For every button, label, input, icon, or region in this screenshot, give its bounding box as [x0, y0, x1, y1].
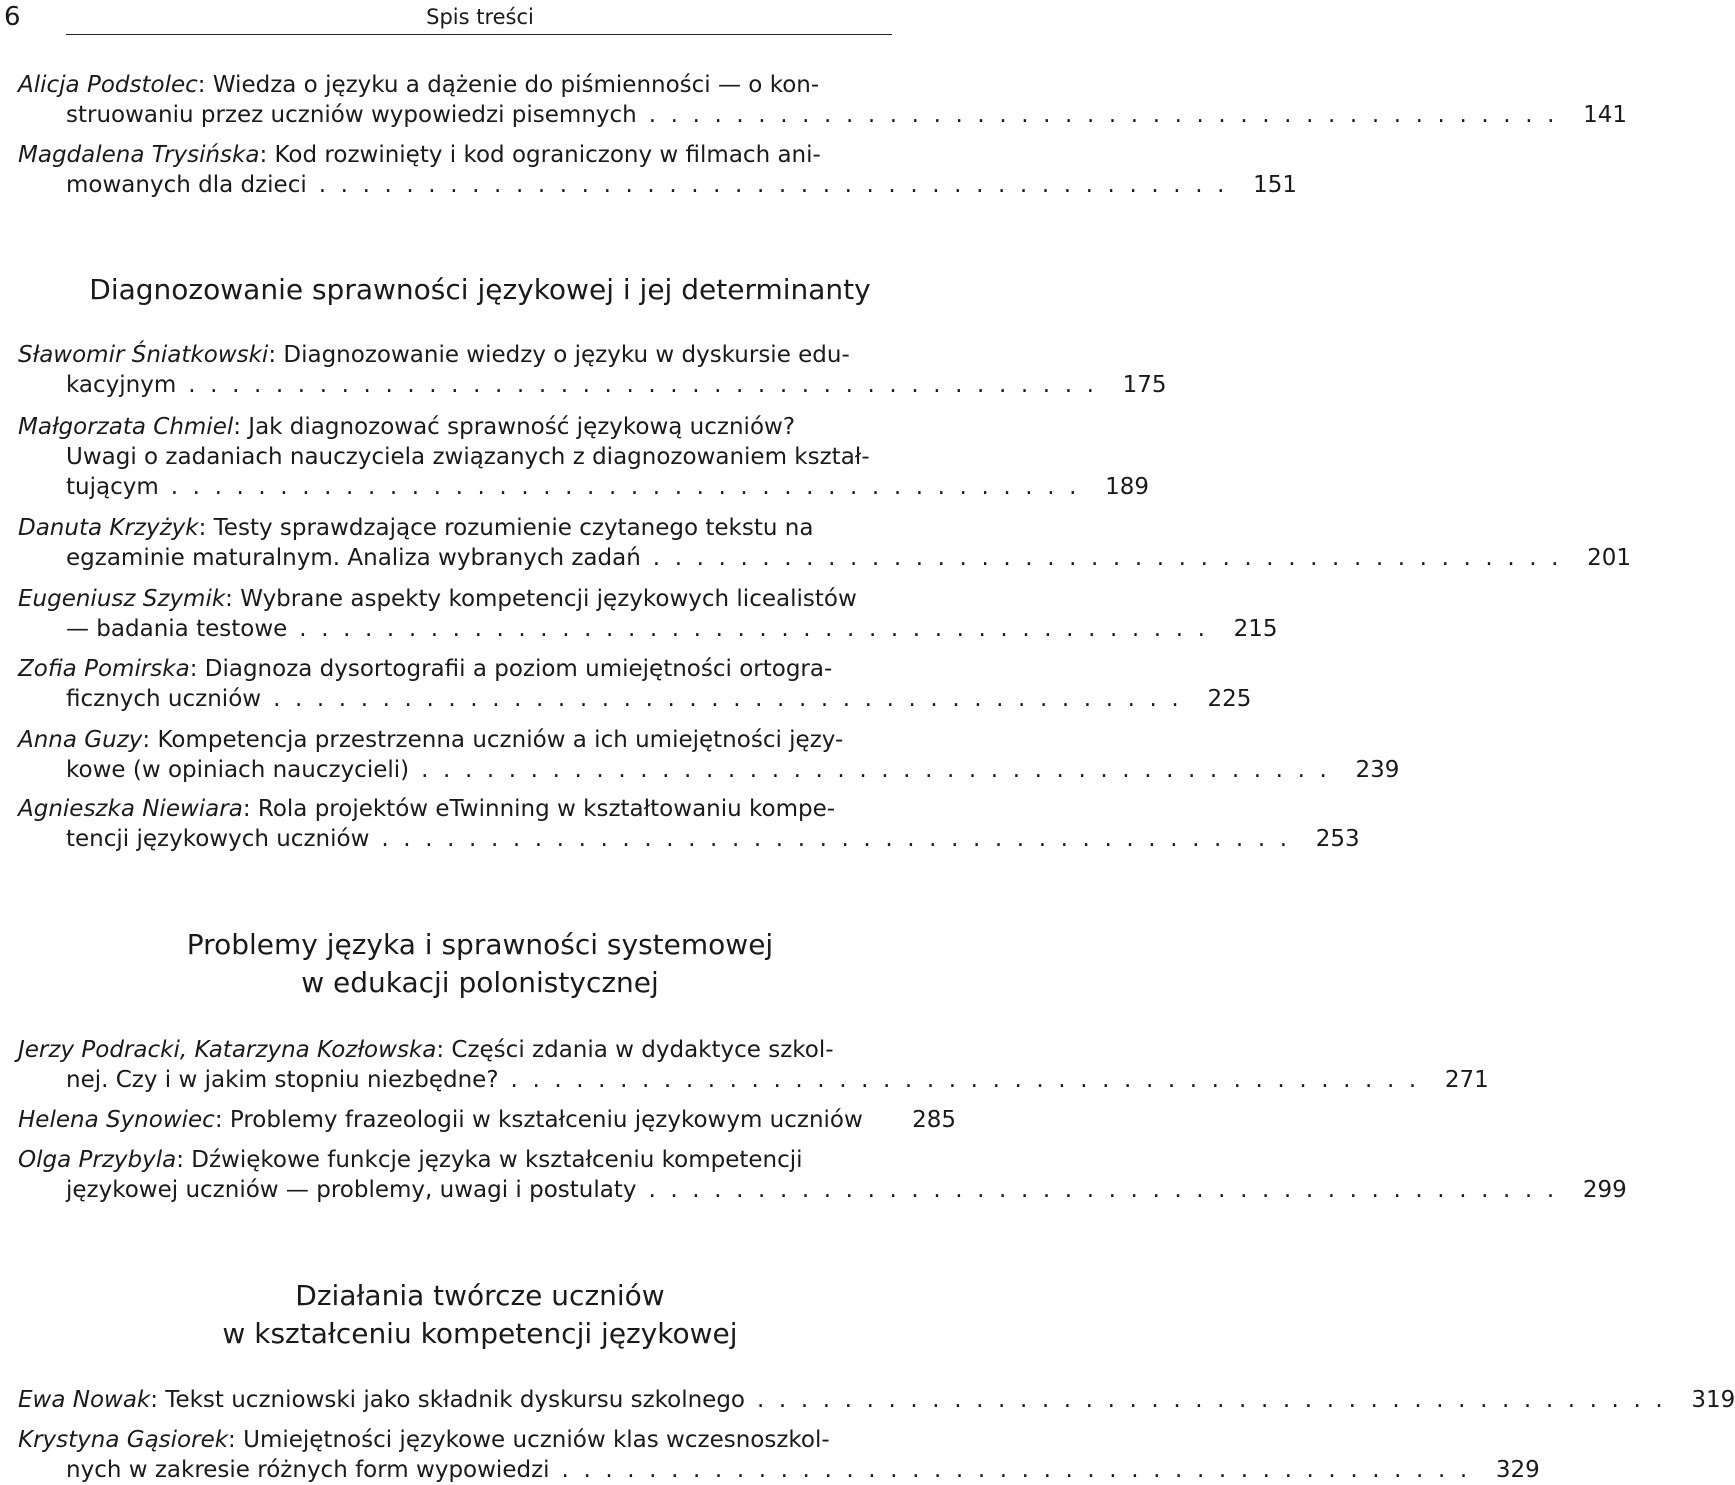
running-title: Spis treści — [426, 5, 534, 29]
entry-author: Eugeniusz Szymik — [18, 586, 226, 612]
section-heading: Diagnozowanie sprawności językowej i jej determinanty — [89, 273, 871, 306]
entry-title-continued: nych w zakresie różnych form wypowiedzi — [66, 1457, 550, 1483]
entry-title-continued: tującym — [66, 474, 159, 500]
entry-author: Helena Synowiec — [18, 1107, 215, 1133]
entry-page-number: 151 — [1253, 172, 1298, 198]
toc-entry[interactable] — [18, 1035, 1489, 1095]
entry-page-number: 319 — [1691, 1387, 1735, 1413]
dot-leader: .......................................... — [273, 686, 1194, 712]
entry-author: Agnieszka Niewiara — [18, 796, 243, 822]
section-heading: Działania twórcze uczniów — [295, 1279, 665, 1312]
toc-entry[interactable] — [18, 584, 1278, 644]
page-header — [0, 0, 960, 36]
toc-entry[interactable] — [18, 513, 1632, 573]
entry-author: Danuta Krzyżyk — [18, 515, 199, 541]
toc-entry[interactable] — [18, 140, 1298, 200]
dot-leader: .......................................... — [510, 1067, 1431, 1093]
entry-title: : Kompetencja przestrzenna uczniów a ich umiejętności języ- — [142, 727, 844, 753]
entry-title: : Części zdania w dydaktyce szkol- — [436, 1037, 834, 1063]
dot-leader: .......................................... — [318, 172, 1240, 198]
toc-entry[interactable] — [18, 70, 1628, 130]
entry-title-continued: — badania testowe — [66, 616, 288, 642]
entry-author: Magdalena Trysińska — [18, 142, 260, 168]
entry-title-continued: kowe (w opiniach nauczycieli) — [66, 757, 410, 783]
entry-title: : Diagnozowanie wiedzy o języku w dyskursie edu- — [268, 342, 850, 368]
toc-entry[interactable] — [18, 1425, 1540, 1485]
entry-title: : Diagnoza dysortografii a poziom umiejętności ortogra- — [189, 656, 833, 682]
entry-title: : Testy sprawdzające rozumienie czytanego tekstu na — [198, 515, 814, 541]
entry-page-number: 299 — [1582, 1177, 1627, 1203]
entry-author: Ewa Nowak — [18, 1387, 151, 1413]
dot-leader: .......................................... — [648, 102, 1570, 128]
entry-title-continued: mowanych dla dzieci — [66, 172, 307, 198]
dot-leader: .......................................... — [188, 372, 1109, 398]
toc-entry[interactable] — [18, 1385, 1735, 1415]
entry-title-continued: Uwagi o zadaniach nauczyciela związanych z diagnozowaniem kształ- — [66, 444, 870, 470]
section-heading: w edukacji polonistycznej — [301, 966, 659, 999]
entry-page-number: 201 — [1587, 545, 1632, 571]
entry-page-number: 285 — [912, 1107, 956, 1133]
entry-page-number: 225 — [1207, 686, 1252, 712]
entry-title: : Umiejętności językowe uczniów klas wczesnoszkol- — [228, 1427, 830, 1453]
toc-entry[interactable] — [18, 725, 1400, 785]
dot-leader: .......................................... — [652, 545, 1574, 571]
dot-leader: .......................................... — [381, 826, 1302, 852]
toc-entry[interactable] — [18, 412, 1150, 502]
entry-title-continued: tencji językowych uczniów — [66, 826, 370, 852]
dot-leader: .......................................... — [648, 1177, 1569, 1203]
entry-author: Alicja Podstolec — [18, 72, 198, 98]
dot-leader: .......................................... — [299, 616, 1220, 642]
entry-title: : Wiedza o języku a dążenie do piśmienności — o kon- — [197, 72, 820, 98]
entry-page-number: 271 — [1444, 1067, 1489, 1093]
entry-page-number: 239 — [1355, 757, 1400, 783]
dot-leader: .......................................... — [561, 1457, 1482, 1483]
entry-title-continued: językowej uczniów — problemy, uwagi i postulaty — [66, 1177, 637, 1203]
dot-leader: .......................................... — [757, 1387, 1678, 1413]
entry-title: : Problemy frazeologii w kształceniu językowym uczniów — [214, 1107, 863, 1133]
entry-author: Sławomir Śniatkowski — [18, 342, 269, 368]
dot-leader: .......................................... — [421, 757, 1342, 783]
entry-page-number: 215 — [1233, 616, 1278, 642]
entry-title-continued: struowaniu przez uczniów wypowiedzi pisemnych — [66, 102, 637, 128]
section-heading: Problemy języka i sprawności systemowej — [186, 928, 774, 961]
entry-page-number: 329 — [1495, 1457, 1540, 1483]
entry-title: : Wybrane aspekty kompetencji językowych licealistów — [225, 586, 857, 612]
entry-title-continued: kacyjnym — [66, 372, 177, 398]
section-heading: w kształceniu kompetencji językowej — [222, 1317, 738, 1350]
entry-author: Małgorzata Chmiel — [18, 414, 234, 440]
toc-entry[interactable] — [18, 340, 1167, 400]
entry-title-continued: nej. Czy i w jakim stopniu niezbędne? — [66, 1067, 499, 1093]
entry-author: Zofia Pomirska — [18, 656, 190, 682]
entry-title: : Jak diagnozować sprawność językową uczniów? — [233, 414, 796, 440]
entry-author: Krystyna Gąsiorek — [18, 1427, 229, 1453]
entry-title-continued: ficznych uczniów — [66, 686, 262, 712]
toc-entry[interactable] — [18, 1145, 1627, 1205]
entry-page-number: 189 — [1105, 474, 1150, 500]
entry-title-continued: egzaminie maturalnym. Analiza wybranych zadań — [66, 545, 641, 571]
entry-page-number: 253 — [1315, 826, 1360, 852]
toc-entry[interactable] — [18, 654, 1252, 714]
toc-entry[interactable] — [18, 794, 1360, 854]
entry-author: Jerzy Podracki, Katarzyna Kozłowska — [18, 1037, 437, 1063]
dot-leader: .......................................... — [170, 474, 1092, 500]
entry-title: : Dźwiękowe funkcje języka w kształceniu kompetencji — [176, 1147, 803, 1173]
entry-title: : Tekst uczniowski jako składnik dyskursu szkolnego — [150, 1387, 746, 1413]
toc-entry[interactable] — [18, 1105, 956, 1135]
page-number: 6 — [4, 2, 21, 32]
entry-title: : Kod rozwinięty i kod ograniczony w filmach ani- — [259, 142, 821, 168]
entry-page-number: 141 — [1583, 102, 1628, 128]
entry-author: Anna Guzy — [18, 727, 143, 753]
header-divider — [66, 34, 892, 35]
entry-author: Olga Przybyla — [18, 1147, 177, 1173]
entry-title: : Rola projektów eTwinning w kształtowaniu kompe- — [242, 796, 836, 822]
entry-page-number: 175 — [1122, 372, 1167, 398]
